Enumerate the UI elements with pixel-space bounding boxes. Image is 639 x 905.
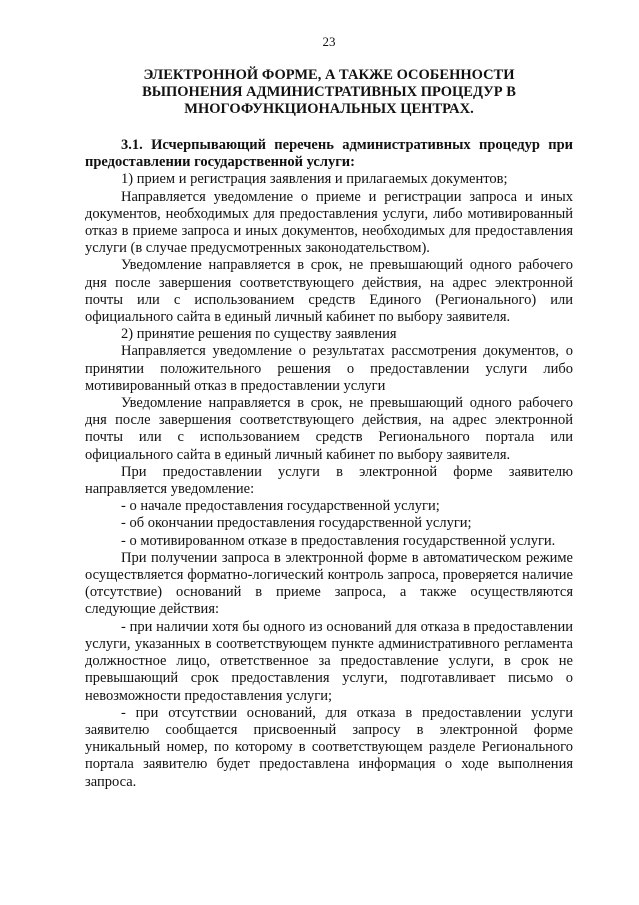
- bullet-item: - при отсутствии оснований, для отказа в предоставлении услуги заявителю сообщается присвоенный запросу в электронной форме уникальный номер, по которому в соответствующем разделе Регионального портала заявителю будет предоставлена информация о ходе выполнения запроса.: [85, 704, 573, 790]
- paragraph: При получении запроса в электронной форме в автоматическом режиме осуществляется форматно-логический контроль запроса, проверяется наличие (отсутствие) оснований в приеме запроса, а также осуществляются следующие действия:: [85, 549, 573, 618]
- document-page: [85, 34, 573, 791]
- paragraph: 1) прием и регистрация заявления и прилагаемых документов;: [121, 171, 508, 188]
- paragraph: 2) принятие решения по существу заявления: [121, 326, 397, 343]
- paragraph: Направляется уведомление о приеме и регистрации запроса и иных документов, необходимых для предоставления услуги, либо мотивированный отказ в приеме запроса и иных документов, необходимых для предоставления услуги (в случае предусмотренных законодательством).: [85, 188, 573, 257]
- paragraph: Направляется уведомление о результатах рассмотрения документов, о принятии положительного решения о предоставлении услуги либо мотивированный отказ в предоставлении услуги: [85, 343, 573, 394]
- title-line: ВЫПОНЕНИЯ АДМИНИСТРАТИВНЫХ ПРОЦЕДУР В: [142, 84, 516, 100]
- section-heading: 3.1. Исчерпывающий перечень административных процедур при предоставлении государственной услуги:: [85, 137, 573, 171]
- title-line: МНОГОФУНКЦИОНАЛЬНЫХ ЦЕНТРАХ.: [184, 101, 474, 117]
- bullet-item: - о начале предоставления государственной услуги;: [121, 498, 440, 515]
- bullet-item: - об окончании предоставления государственной услуги;: [121, 515, 472, 532]
- document-title: [85, 67, 573, 118]
- bullet-item: - при наличии хотя бы одного из оснований для отказа в предоставлении услуги, указанных в соответствующем пункте административного регламента должностное лицо, ответственное за предоставление услуги, в срок не превышающий срок предоставления услуги, подготавливает письмо о невозможности предоставления услуги;: [85, 618, 573, 704]
- paragraph: При предоставлении услуги в электронной форме заявителю направляется уведомление:: [85, 463, 573, 498]
- page-number: 23: [322, 34, 336, 49]
- paragraph: Уведомление направляется в срок, не превышающий одного рабочего дня после завершения соответствующего действия, на адрес электронной почты или с использованием средств Единого (Регионального) или официального сайта в единый личный кабинет по выбору заявителя.: [85, 257, 573, 326]
- paragraph: Уведомление направляется в срок, не превышающий одного рабочего дня после завершения соответствующего действия, на адрес электронной почты или с использованием средств Регионального портала или официального сайта в единый личный кабинет по выбору заявителя.: [85, 395, 573, 463]
- bullet-item: - о мотивированном отказе в предоставления государственной услуги.: [121, 532, 556, 549]
- title-line: ЭЛЕКТРОННОЙ ФОРМЕ, А ТАКЖЕ ОСОБЕННОСТИ: [143, 67, 515, 83]
